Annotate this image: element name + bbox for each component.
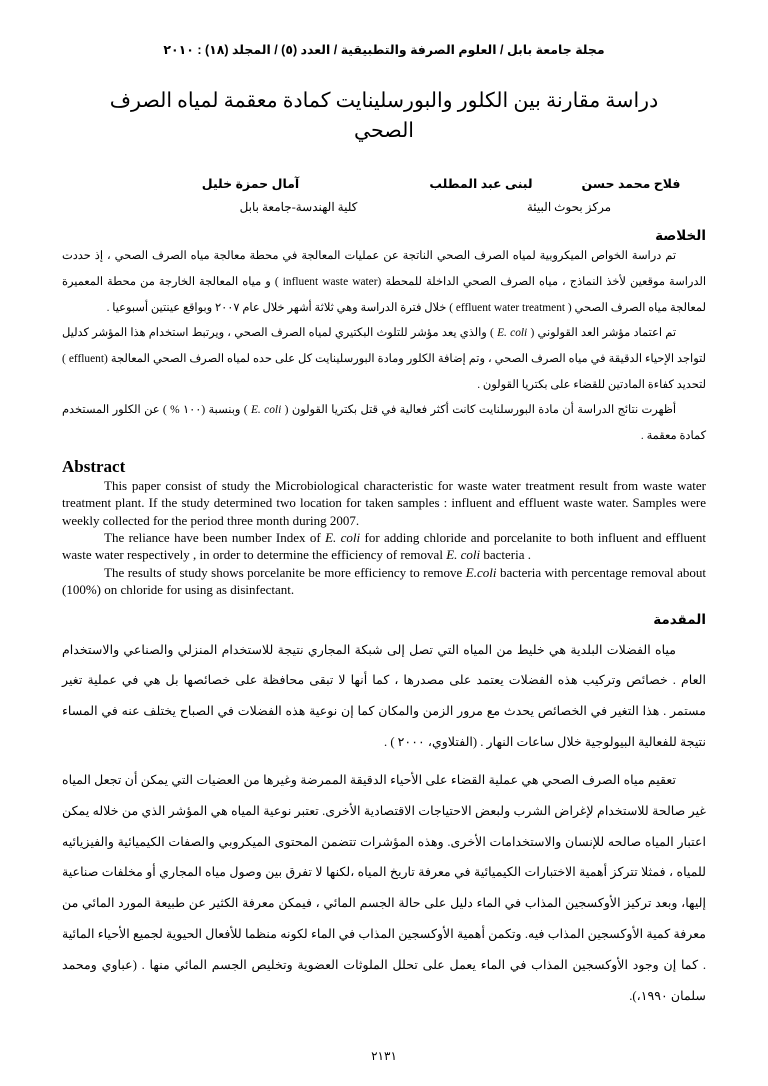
authors-block [62,176,706,215]
en-abs-p2-seg2: for adding chloride and porcelanite to both influent and effluent waste water respectively , in order to determine the efficiency of removal [62,529,706,563]
en-abs-p2-seg3: bacteria . [480,547,532,563]
english-abstract-paragraph-3 [62,564,706,599]
ar-abs-p3-seg1: أظهرت نتائج الدراسة أن مادة البورسلنايت كانت أكثر فعالية في قتل بكتريا القولون ( [281,404,677,417]
ar-abs-p2-seg2: ) والذي يعد مؤشر للتلوث البكتيري لمياه الصرف الصحي ، ويرتبط استخدام هذا المؤشر كدليل لتواجد الإحياء الدقيقة في مياه الصرف الصحي ، وتم إضافة الكلور ومادة البورسلينايت كل على حده لمياه الصرف الصحي المعالجة ( [62,327,706,366]
ar-abs-p1-seg3: ) خلال فترة الدراسة وهي ثلاثة أشهر خلال عام ٢٠٠٧ وبواقع عينتين أسبوعيا . [106,301,456,314]
en-abs-p2-seg1: The reliance have been number Index of [104,529,326,545]
en-abs-p3-seg2: bacteria with percentage removal about (100%) on chloride for using as disinfectant. [62,564,706,598]
page-number: ٢١٣١ [371,1049,397,1063]
journal-running-head: مجلة جامعة بابل / العلوم الصرفة والتطبيقية / العدد (٥) / المجلد (١٨) : ٢٠١٠ [163,43,605,57]
author-name-2: لبنى عبد المطلب [429,177,533,192]
ar-abs-p1-latin-1: influent waste water [282,276,378,289]
arabic-abstract-heading: الخلاصة [655,228,706,244]
introduction-paragraph-1: مياه الفضلات البلدية هي خليط من المياه التي تصل إلى شبكة المجاري نتيجة للاستخدام المنزلي والصناعي والاستخدام العام . خصائص وتركيب هذه الفضلات يعتمد على مصدرها ، كما أنها لا تبقى محافظة على خصائصها بل هي في عملية تغير مستمر . هذا التغير في الخصائص يحدث مع مرور الزمن والمكان كما إن نوعية هذه الفضلات في الصباح يختلف عنه في المساء نتيجة للفعالية البيولوجية خلال ساعات النهار . (الفتلاوي، ٢٠٠٠ ) . [62,642,706,750]
ar-abs-p2-seg3: ) لتحديد كفاءة المادتين للقضاء على بكتريا القولون . [62,353,706,391]
introduction-paragraph-2: تعقيم مياه الصرف الصحي هي عملية القضاء على الأحياء الدقيقة الممرضة وغيرها من العضيات التي يمكن أن تجعل المياه غير صالحة للاستخدام لإغراض الشرب ولبعض الاحتياجات الاقتصادية الأخرى. تعتبر نوعية المياه هي المؤشر الذي من خلاله يمكن اعتبار المياه صالحه للإنسان والاستخدامات الأخرى. وهذه المؤشرات تتضمن المحتوى الميكروبي والصفات الكيميائية والفيزيائيه للمياه ، فمثلا تتركز أهمية الاختبارات الكيميائية في معرفة تاريخ المياه ،لكنها لا تفرق بين وصول مياه المجاري أو مخلفات صناعية إليها، وبعد تركيز الأوكسجين المذاب في الماء دليل على حالة الجسم المائي ، فيمكن معرفة الكثير عن طبيعة المورد المائي من معرفة كمية الأوكسجين المذاب فيه. وتكمن أهمية الأوكسجين المذاب في الماء لكونه منظما للأفعال الحيوية لجميع الأحياء المائية . كما إن وجود الأوكسجين المذاب في الماء يعمل على تحلل الملوثات العضوية وتخليص الجسم المائي منها . (عباوي ومحمد سلمان ١٩٩٠،). [62,772,706,1003]
ar-abs-p1-latin-2: effluent water treatment [455,301,566,314]
author-affiliation-2: مركز بحوث البيئة [526,200,612,215]
arabic-abstract-paragraph-2 [62,321,706,398]
english-abstract-heading: Abstract [62,456,126,476]
en-abs-p3-italic-1: E.coli [465,564,497,580]
arabic-abstract-paragraph-1 [62,244,706,321]
arabic-abstract-paragraph-3 [62,398,706,449]
ar-abs-p2-latin-1: effluent [68,353,105,366]
ar-abs-p1-seg1: تم دراسة الخواص الميكروبية لمياه الصرف الصحي الناتجة عن عمليات المعالجة في محطة معالجة مياه الصرف الصحي ، إذ حددت الدراسة موقعين لأخذ النماذج ، مياه الصرف الصحي الداخلة للمحطة ( [62,250,706,289]
affiliations-row [62,200,706,215]
english-abstract-paragraph-2 [62,529,706,564]
author-affiliation-1: كلية الهندسة-جامعة بابل [239,200,358,215]
ar-abs-p2-italic-1: E. coli [497,327,528,340]
authors-row [62,176,706,191]
ar-abs-p2-seg1: تم اعتماد مؤشر العد القولوني ( [527,327,676,340]
ar-abs-p3-seg2: ) وبنسبة (١٠٠ % ) عن الكلور المستخدم كمادة معقمة . [62,404,706,443]
author-name-3: فلاح محمد حسن [581,177,681,192]
page-title: دراسة مقارنة بين الكلور والبورسلينايت كمادة معقمة لمياه الصرف الصحي [109,90,659,142]
en-abs-p3-seg1: The results of study shows porcelanite be more efficiency to remove [104,564,466,580]
author-name-1: آمال حمزة خليل [201,177,300,192]
page-content [62,0,706,1086]
ar-abs-p1-seg2: ) و مياه المعالجة الخارجة من محطة المعميرة لمعالجة مياه الصرف الصحي ( [62,276,706,314]
en-abs-p2-italic-1: E. coli [325,529,361,545]
ar-abs-p3-italic-1: E. coli [250,404,282,417]
introduction-heading: المقدمة [653,611,706,627]
en-abs-p2-italic-2: E. coli [446,547,481,563]
english-abstract-paragraph-1: This paper consist of study the Microbiological characteristic for waste water treatment result from waste water treatment plant. If the study determined two location for taken samples : influent and effluent waste water. Samples were weekly collected for the period three month during 2007. [62,477,706,528]
